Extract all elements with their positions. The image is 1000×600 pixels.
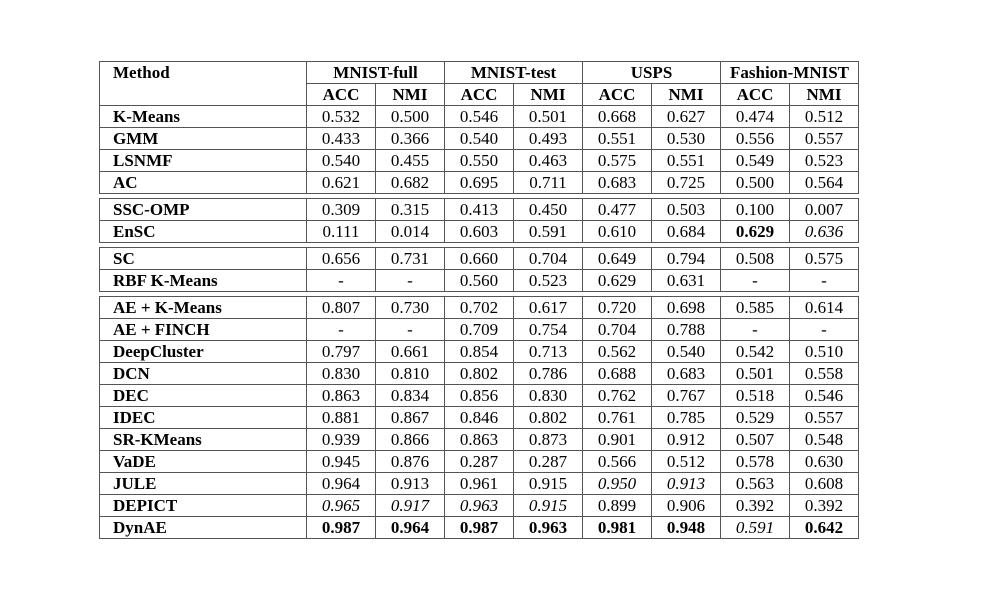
method-cell: SR-KMeans [100, 429, 307, 451]
table-row [100, 150, 859, 172]
value-cell: 0.731 [376, 248, 445, 270]
value-cell: 0.987 [307, 517, 376, 539]
value-cell: 0.630 [790, 451, 859, 473]
value-cell: 0.642 [790, 517, 859, 539]
method-cell: DCN [100, 363, 307, 385]
table-row [100, 106, 859, 128]
value-cell: 0.785 [652, 407, 721, 429]
value-cell: 0.551 [583, 128, 652, 150]
method-cell: JULE [100, 473, 307, 495]
value-cell: 0.794 [652, 248, 721, 270]
table-row [100, 407, 859, 429]
value-cell: 0.578 [721, 451, 790, 473]
method-cell: EnSC [100, 221, 307, 243]
value-cell: 0.392 [790, 495, 859, 517]
value-cell: 0.834 [376, 385, 445, 407]
value-cell: 0.704 [514, 248, 583, 270]
table-row [100, 128, 859, 150]
value-cell: 0.656 [307, 248, 376, 270]
value-cell: 0.503 [652, 199, 721, 221]
value-cell: 0.591 [721, 517, 790, 539]
table-row [100, 385, 859, 407]
value-cell: 0.767 [652, 385, 721, 407]
method-cell: AC [100, 172, 307, 194]
dataset-header-fashion-mnist: Fashion-MNIST [721, 62, 859, 84]
value-cell: 0.913 [652, 473, 721, 495]
value-cell: 0.014 [376, 221, 445, 243]
table-row [100, 517, 859, 539]
value-cell: 0.788 [652, 319, 721, 341]
value-cell: 0.802 [514, 407, 583, 429]
metric-header-nmi: NMI [514, 84, 583, 106]
value-cell: - [376, 270, 445, 292]
value-cell: 0.684 [652, 221, 721, 243]
value-cell: 0.450 [514, 199, 583, 221]
value-cell: 0.830 [514, 385, 583, 407]
value-cell: 0.558 [790, 363, 859, 385]
value-cell: 0.564 [790, 172, 859, 194]
value-cell: 0.557 [790, 128, 859, 150]
value-cell: 0.846 [445, 407, 514, 429]
value-cell: 0.550 [445, 150, 514, 172]
method-cell: IDEC [100, 407, 307, 429]
value-cell: 0.682 [376, 172, 445, 194]
method-cell: DynAE [100, 517, 307, 539]
value-cell: 0.964 [376, 517, 445, 539]
value-cell: 0.704 [583, 319, 652, 341]
value-cell: 0.981 [583, 517, 652, 539]
value-cell: 0.683 [583, 172, 652, 194]
value-cell: 0.627 [652, 106, 721, 128]
value-cell: 0.912 [652, 429, 721, 451]
value-cell: 0.512 [790, 106, 859, 128]
metric-header-nmi: NMI [376, 84, 445, 106]
value-cell: 0.725 [652, 172, 721, 194]
metric-header-acc: ACC [445, 84, 514, 106]
value-cell: 0.523 [790, 150, 859, 172]
value-cell: 0.366 [376, 128, 445, 150]
value-cell: 0.501 [721, 363, 790, 385]
value-cell: 0.621 [307, 172, 376, 194]
value-cell: 0.556 [721, 128, 790, 150]
value-cell: 0.629 [583, 270, 652, 292]
value-cell: 0.315 [376, 199, 445, 221]
method-cell: LSNMF [100, 150, 307, 172]
value-cell: 0.540 [652, 341, 721, 363]
method-header: Method [100, 62, 307, 106]
value-cell: 0.786 [514, 363, 583, 385]
value-cell: 0.560 [445, 270, 514, 292]
value-cell: 0.797 [307, 341, 376, 363]
value-cell: 0.649 [583, 248, 652, 270]
value-cell: - [721, 319, 790, 341]
value-cell: 0.702 [445, 297, 514, 319]
method-cell: DEC [100, 385, 307, 407]
value-cell: 0.629 [721, 221, 790, 243]
value-cell: 0.523 [514, 270, 583, 292]
results-table [99, 61, 859, 539]
value-cell: 0.802 [445, 363, 514, 385]
value-cell: 0.585 [721, 297, 790, 319]
value-cell: 0.711 [514, 172, 583, 194]
value-cell: 0.948 [652, 517, 721, 539]
value-cell: 0.899 [583, 495, 652, 517]
method-cell: DeepCluster [100, 341, 307, 363]
value-cell: 0.562 [583, 341, 652, 363]
value-cell: - [307, 319, 376, 341]
value-cell: 0.730 [376, 297, 445, 319]
value-cell: 0.636 [790, 221, 859, 243]
value-cell: 0.455 [376, 150, 445, 172]
value-cell: 0.854 [445, 341, 514, 363]
value-cell: 0.762 [583, 385, 652, 407]
value-cell: 0.477 [583, 199, 652, 221]
value-cell: 0.965 [307, 495, 376, 517]
value-cell: 0.698 [652, 297, 721, 319]
value-cell: 0.660 [445, 248, 514, 270]
value-cell: 0.549 [721, 150, 790, 172]
value-cell: 0.433 [307, 128, 376, 150]
value-cell: 0.867 [376, 407, 445, 429]
value-cell: 0.915 [514, 495, 583, 517]
metric-header-acc: ACC [721, 84, 790, 106]
metric-header-nmi: NMI [790, 84, 859, 106]
value-cell: 0.987 [445, 517, 514, 539]
value-cell: 0.392 [721, 495, 790, 517]
value-cell: 0.563 [721, 473, 790, 495]
value-cell: 0.961 [445, 473, 514, 495]
value-cell: 0.474 [721, 106, 790, 128]
value-cell: 0.007 [790, 199, 859, 221]
value-cell: - [376, 319, 445, 341]
value-cell: 0.713 [514, 341, 583, 363]
value-cell: - [721, 270, 790, 292]
value-cell: 0.631 [652, 270, 721, 292]
value-cell: 0.111 [307, 221, 376, 243]
table-row [100, 221, 859, 243]
value-cell: 0.863 [445, 429, 514, 451]
value-cell: 0.508 [721, 248, 790, 270]
value-cell: 0.463 [514, 150, 583, 172]
method-cell: RBF K-Means [100, 270, 307, 292]
metric-header-acc: ACC [307, 84, 376, 106]
value-cell: 0.614 [790, 297, 859, 319]
value-cell: 0.668 [583, 106, 652, 128]
value-cell: 0.866 [376, 429, 445, 451]
method-cell: AE + K-Means [100, 297, 307, 319]
value-cell: 0.754 [514, 319, 583, 341]
value-cell: 0.566 [583, 451, 652, 473]
value-cell: 0.863 [307, 385, 376, 407]
method-cell: SSC-OMP [100, 199, 307, 221]
value-cell: - [790, 270, 859, 292]
value-cell: 0.901 [583, 429, 652, 451]
value-cell: 0.551 [652, 150, 721, 172]
value-cell: 0.532 [307, 106, 376, 128]
value-cell: 0.873 [514, 429, 583, 451]
table-row [100, 363, 859, 385]
value-cell: 0.661 [376, 341, 445, 363]
value-cell: 0.309 [307, 199, 376, 221]
value-cell: 0.100 [721, 199, 790, 221]
table-row [100, 451, 859, 473]
value-cell: 0.507 [721, 429, 790, 451]
value-cell: 0.493 [514, 128, 583, 150]
value-cell: 0.617 [514, 297, 583, 319]
method-cell: GMM [100, 128, 307, 150]
value-cell: 0.830 [307, 363, 376, 385]
value-cell: 0.608 [790, 473, 859, 495]
value-cell: 0.542 [721, 341, 790, 363]
value-cell: 0.915 [514, 473, 583, 495]
value-cell: 0.876 [376, 451, 445, 473]
value-cell: 0.591 [514, 221, 583, 243]
value-cell: - [307, 270, 376, 292]
value-cell: 0.963 [445, 495, 514, 517]
value-cell: 0.287 [514, 451, 583, 473]
value-cell: 0.856 [445, 385, 514, 407]
value-cell: 0.963 [514, 517, 583, 539]
table-row [100, 495, 859, 517]
value-cell: 0.500 [721, 172, 790, 194]
value-cell: 0.575 [583, 150, 652, 172]
value-cell: 0.709 [445, 319, 514, 341]
table-row [100, 473, 859, 495]
metric-header-acc: ACC [583, 84, 652, 106]
metric-header-nmi: NMI [652, 84, 721, 106]
value-cell: 0.540 [307, 150, 376, 172]
value-cell: 0.945 [307, 451, 376, 473]
method-cell: DEPICT [100, 495, 307, 517]
value-cell: 0.939 [307, 429, 376, 451]
value-cell: 0.964 [307, 473, 376, 495]
value-cell: 0.683 [652, 363, 721, 385]
table-row [100, 248, 859, 270]
dataset-header-mnist-full: MNIST-full [307, 62, 445, 84]
value-cell: 0.540 [445, 128, 514, 150]
table-row [100, 429, 859, 451]
value-cell: 0.807 [307, 297, 376, 319]
table-row [100, 270, 859, 292]
header-row-datasets [100, 62, 859, 84]
table-row [100, 341, 859, 363]
value-cell: 0.688 [583, 363, 652, 385]
value-cell: 0.761 [583, 407, 652, 429]
value-cell: 0.546 [790, 385, 859, 407]
dataset-header-usps: USPS [583, 62, 721, 84]
table-body [100, 62, 859, 539]
value-cell: 0.500 [376, 106, 445, 128]
table-row [100, 297, 859, 319]
value-cell: 0.287 [445, 451, 514, 473]
value-cell: 0.501 [514, 106, 583, 128]
method-cell: AE + FINCH [100, 319, 307, 341]
method-cell: VaDE [100, 451, 307, 473]
value-cell: 0.810 [376, 363, 445, 385]
value-cell: 0.906 [652, 495, 721, 517]
value-cell: - [790, 319, 859, 341]
value-cell: 0.575 [790, 248, 859, 270]
value-cell: 0.557 [790, 407, 859, 429]
value-cell: 0.603 [445, 221, 514, 243]
value-cell: 0.720 [583, 297, 652, 319]
value-cell: 0.913 [376, 473, 445, 495]
method-cell: K-Means [100, 106, 307, 128]
table-row [100, 319, 859, 341]
value-cell: 0.512 [652, 451, 721, 473]
value-cell: 0.530 [652, 128, 721, 150]
table-row [100, 199, 859, 221]
method-cell: SC [100, 248, 307, 270]
value-cell: 0.529 [721, 407, 790, 429]
value-cell: 0.695 [445, 172, 514, 194]
value-cell: 0.548 [790, 429, 859, 451]
value-cell: 0.917 [376, 495, 445, 517]
value-cell: 0.510 [790, 341, 859, 363]
value-cell: 0.413 [445, 199, 514, 221]
value-cell: 0.546 [445, 106, 514, 128]
value-cell: 0.518 [721, 385, 790, 407]
dataset-header-mnist-test: MNIST-test [445, 62, 583, 84]
value-cell: 0.610 [583, 221, 652, 243]
table-row [100, 172, 859, 194]
value-cell: 0.950 [583, 473, 652, 495]
value-cell: 0.881 [307, 407, 376, 429]
